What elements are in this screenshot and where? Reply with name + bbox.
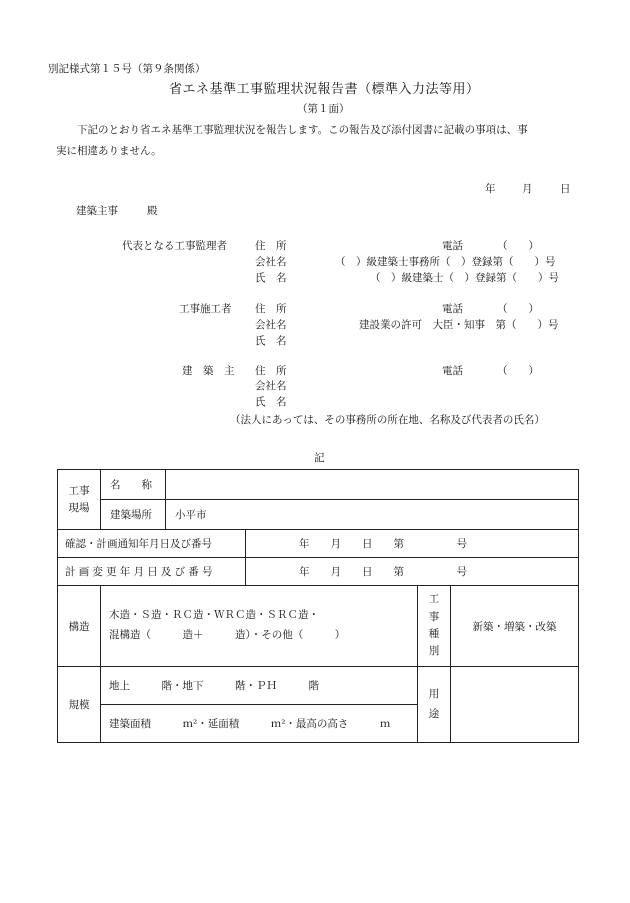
structure-value-cell[interactable] xyxy=(101,586,418,667)
section-label: 記 xyxy=(314,452,325,464)
date-year: 年 xyxy=(485,183,496,195)
confirmation-date-number: 年 月 日 第 号 xyxy=(299,538,467,550)
area-height-line: 建築面積 ｍ²・延面積 ｍ²・最高の高さ ｍ xyxy=(109,718,391,730)
structure-options-line-1: 木造・Ｓ造・ＲＣ造・ＷＲＣ造・ＳＲＣ造・ xyxy=(109,609,319,622)
location-value: 小平市 xyxy=(175,509,207,521)
representative-name-registration: （ ）級建築士（ ）登録第（ ）号 xyxy=(370,272,559,284)
owner-company-label: 会社名 xyxy=(255,380,287,392)
confirmation-label-cell xyxy=(58,530,246,558)
scale-label-cell xyxy=(58,667,101,743)
representative-phone-parens: （ ） xyxy=(497,240,539,252)
confirmation-label: 確認・計画通知年月日及び番号 xyxy=(65,538,212,550)
document-title: 省エネ基準工事監理状況報告書（標準入力法等用） xyxy=(169,82,480,97)
confirmation-value-cell[interactable] xyxy=(246,530,579,558)
project-name-label-cell xyxy=(101,470,166,500)
date-month: 月 xyxy=(522,183,533,195)
structure-label-cell xyxy=(58,586,101,667)
structure-options-line-2: 混構造（ 造＋ 造）・その他（ ） xyxy=(109,629,346,641)
work-type-char-1: 工 xyxy=(428,593,440,606)
owner-phone-label: 電話 xyxy=(442,365,463,377)
owner-phone-parens: （ ） xyxy=(497,365,539,377)
representative-address-label: 住 所 xyxy=(255,240,287,252)
representative-phone-label: 電話 xyxy=(442,240,463,252)
contractor-phone-parens: （ ） xyxy=(497,303,539,315)
change-date-number: 年 月 日 第 号 xyxy=(299,566,467,578)
location-label: 建築場所 xyxy=(110,509,152,521)
location-value-cell[interactable] xyxy=(166,500,579,530)
work-type-char-4: 別 xyxy=(428,645,440,658)
form-number: 別記様式第１５号（第９条関係） xyxy=(48,63,206,75)
use-value-cell[interactable] xyxy=(451,667,579,743)
contractor-role: 工事施工者 xyxy=(179,303,232,315)
contractor-address-label: 住 所 xyxy=(255,303,287,315)
work-type-value-cell[interactable] xyxy=(451,586,579,667)
site-label-cell xyxy=(58,470,101,530)
change-label-cell xyxy=(58,558,246,586)
contractor-license: 建設業の許可 大臣・知事 第（ ）号 xyxy=(359,319,559,331)
work-type-char-3: 種 xyxy=(428,628,440,640)
scale-label: 規模 xyxy=(68,699,90,711)
owner-note: （法人にあっては、その事務所の所在地、名称及び代表者の氏名） xyxy=(230,414,545,426)
contractor-phone-label: 電話 xyxy=(442,303,463,315)
use-label-cell xyxy=(418,667,451,743)
site-label-line-1: 工事 xyxy=(68,485,90,498)
site-info-table xyxy=(57,469,579,743)
addressee-honorific: 殿 xyxy=(147,205,158,217)
site-label-line-2: 現場 xyxy=(68,501,90,514)
contractor-name-label: 氏 名 xyxy=(255,335,287,347)
owner-address-label: 住 所 xyxy=(255,365,287,377)
representative-company-label: 会社名 xyxy=(255,256,287,268)
floors-line: 地上 階・地下 階・ＰＨ 階 xyxy=(109,680,319,692)
addressee-name: 建築主事 xyxy=(76,205,118,217)
use-char-1: 用 xyxy=(428,687,440,700)
use-char-2: 途 xyxy=(428,707,440,720)
intro-line-1: 下記のとおり省エネ基準工事監理状況を報告します。この報告及び添付図書に記載の事項は、事 xyxy=(77,124,528,136)
change-label: 計画変更年月日及び番号 xyxy=(65,566,216,578)
structure-label: 構造 xyxy=(68,620,90,633)
representative-name-label: 氏 名 xyxy=(255,272,287,284)
work-type-label-cell xyxy=(418,586,451,667)
owner-name-label: 氏 名 xyxy=(255,396,287,408)
date-day: 日 xyxy=(560,183,571,195)
representative-role: 代表となる工事監理者 xyxy=(122,240,227,252)
area-value-cell[interactable] xyxy=(101,705,418,743)
page-label: （第１面） xyxy=(297,103,350,115)
change-value-cell[interactable] xyxy=(246,558,579,586)
work-type-char-2: 事 xyxy=(428,610,440,623)
intro-line-2: 実に相違ありません。 xyxy=(56,145,162,157)
project-name-label: 名 称 xyxy=(110,479,152,491)
representative-company-registration: （ ）級建築士事務所（ ）登録第（ ）号 xyxy=(335,256,556,268)
work-type-options: 新築・増築・改築 xyxy=(472,620,557,633)
floors-value-cell[interactable] xyxy=(101,667,418,705)
contractor-company-label: 会社名 xyxy=(255,319,287,331)
location-label-cell xyxy=(101,500,166,530)
owner-role: 建 築 主 xyxy=(182,365,235,377)
project-name-value[interactable] xyxy=(166,470,579,500)
